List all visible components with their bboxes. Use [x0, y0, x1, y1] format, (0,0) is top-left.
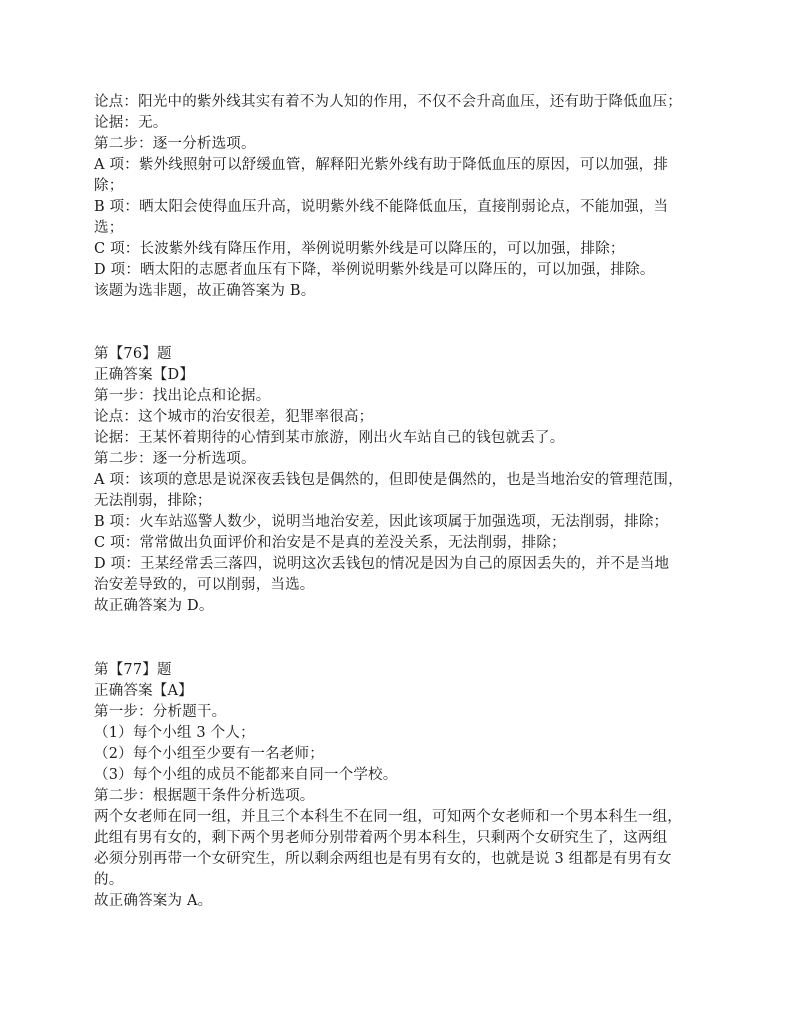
- step-two-line: 第二步：根据题干条件分析选项。: [94, 788, 315, 804]
- analysis-line: 的。: [94, 872, 124, 888]
- condition-1-line: （1）每个小组 3 个人；: [94, 725, 255, 741]
- analysis-line: 此组有男有女的，剩下两个男老师分别带着两个男本科生，只剩两个女研究生了，这两组: [94, 830, 668, 846]
- option-a-line: A 项：该项的意思是说深夜丢钱包是偶然的，但即使是偶然的，也是当地治安的管理范围，: [94, 472, 683, 488]
- step-one-line: 第一步：找出论点和论据。: [94, 388, 271, 404]
- correct-answer: 正确答案【A】: [94, 683, 193, 699]
- option-b-line: B 项：火车站巡警人数少，说明当地治安差，因此该项属于加强选项，无法削弱，排除；: [94, 514, 669, 530]
- option-d-line: D 项：王某经常丢三落四，说明这次丢钱包的情况是因为自己的原因丢失的，并不是当地: [94, 556, 670, 572]
- evidence-line: 论据：王某怀着期待的心情到某市旅游，刚出火车站自己的钱包就丢了。: [94, 430, 565, 446]
- option-a-line: A 项：紫外线照射可以舒缓血管，解释阳光紫外线有助于降低血压的原因，可以加强，排: [94, 157, 669, 173]
- step-one-line: 第一步：分析题干。: [94, 704, 227, 720]
- analysis-line: 必须分别再带一个女研究生，所以剩余两组也是有男有女的，也就是说 3 组都是有男有女: [94, 851, 672, 867]
- evidence-line: 论据：无。: [94, 115, 168, 131]
- correct-answer: 正确答案【D】: [94, 367, 195, 383]
- conclusion-line: 故正确答案为 D。: [94, 598, 214, 614]
- argument-line: 论点：这个城市的治安很差，犯罪率很高；: [94, 409, 374, 425]
- option-a-line-cont: 无法削弱，排除；: [94, 493, 212, 509]
- document-page: [94, 92, 714, 912]
- option-d-line: D 项：晒太阳的志愿者血压有下降，举例说明紫外线是可以降压的，可以加强，排除。: [94, 262, 655, 278]
- question-number: 第【77】题: [94, 662, 172, 678]
- option-a-line-cont: 除；: [94, 178, 124, 194]
- step-two-line: 第二步：逐一分析选项。: [94, 451, 256, 467]
- option-b-line-cont: 选；: [94, 220, 124, 236]
- question-77-explanation: [94, 660, 714, 912]
- option-d-line-cont: 治安差导致的，可以削弱，当选。: [94, 577, 315, 593]
- question-75-explanation-tail: [94, 92, 714, 302]
- step-two-line: 第二步：逐一分析选项。: [94, 136, 256, 152]
- condition-2-line: （2）每个小组至少要有一名老师；: [94, 746, 324, 762]
- condition-3-line: （3）每个小组的成员不能都来自同一个学校。: [94, 767, 398, 783]
- question-number: 第【76】题: [94, 346, 172, 362]
- conclusion-line: 故正确答案为 A。: [94, 893, 213, 909]
- analysis-line: 两个女老师在同一组，并且三个本科生不在同一组，可知两个女老师和一个男本科生一组，: [94, 809, 682, 825]
- option-b-line: B 项：晒太阳会使得血压升高，说明紫外线不能降低血压，直接削弱论点，不能加强，当: [94, 199, 669, 215]
- option-c-line: C 项：长波紫外线有降压作用，举例说明紫外线是可以降压的，可以加强，排除；: [94, 241, 625, 257]
- conclusion-line: 该题为选非题，故正确答案为 B。: [94, 283, 316, 299]
- option-c-line: C 项：常常做出负面评价和治安是不是真的差没关系，无法削弱，排除；: [94, 535, 566, 551]
- argument-line: 论点：阳光中的紫外线其实有着不为人知的作用，不仅不会升高血压，还有助于降低血压；: [94, 94, 682, 110]
- question-76-explanation: [94, 344, 714, 617]
